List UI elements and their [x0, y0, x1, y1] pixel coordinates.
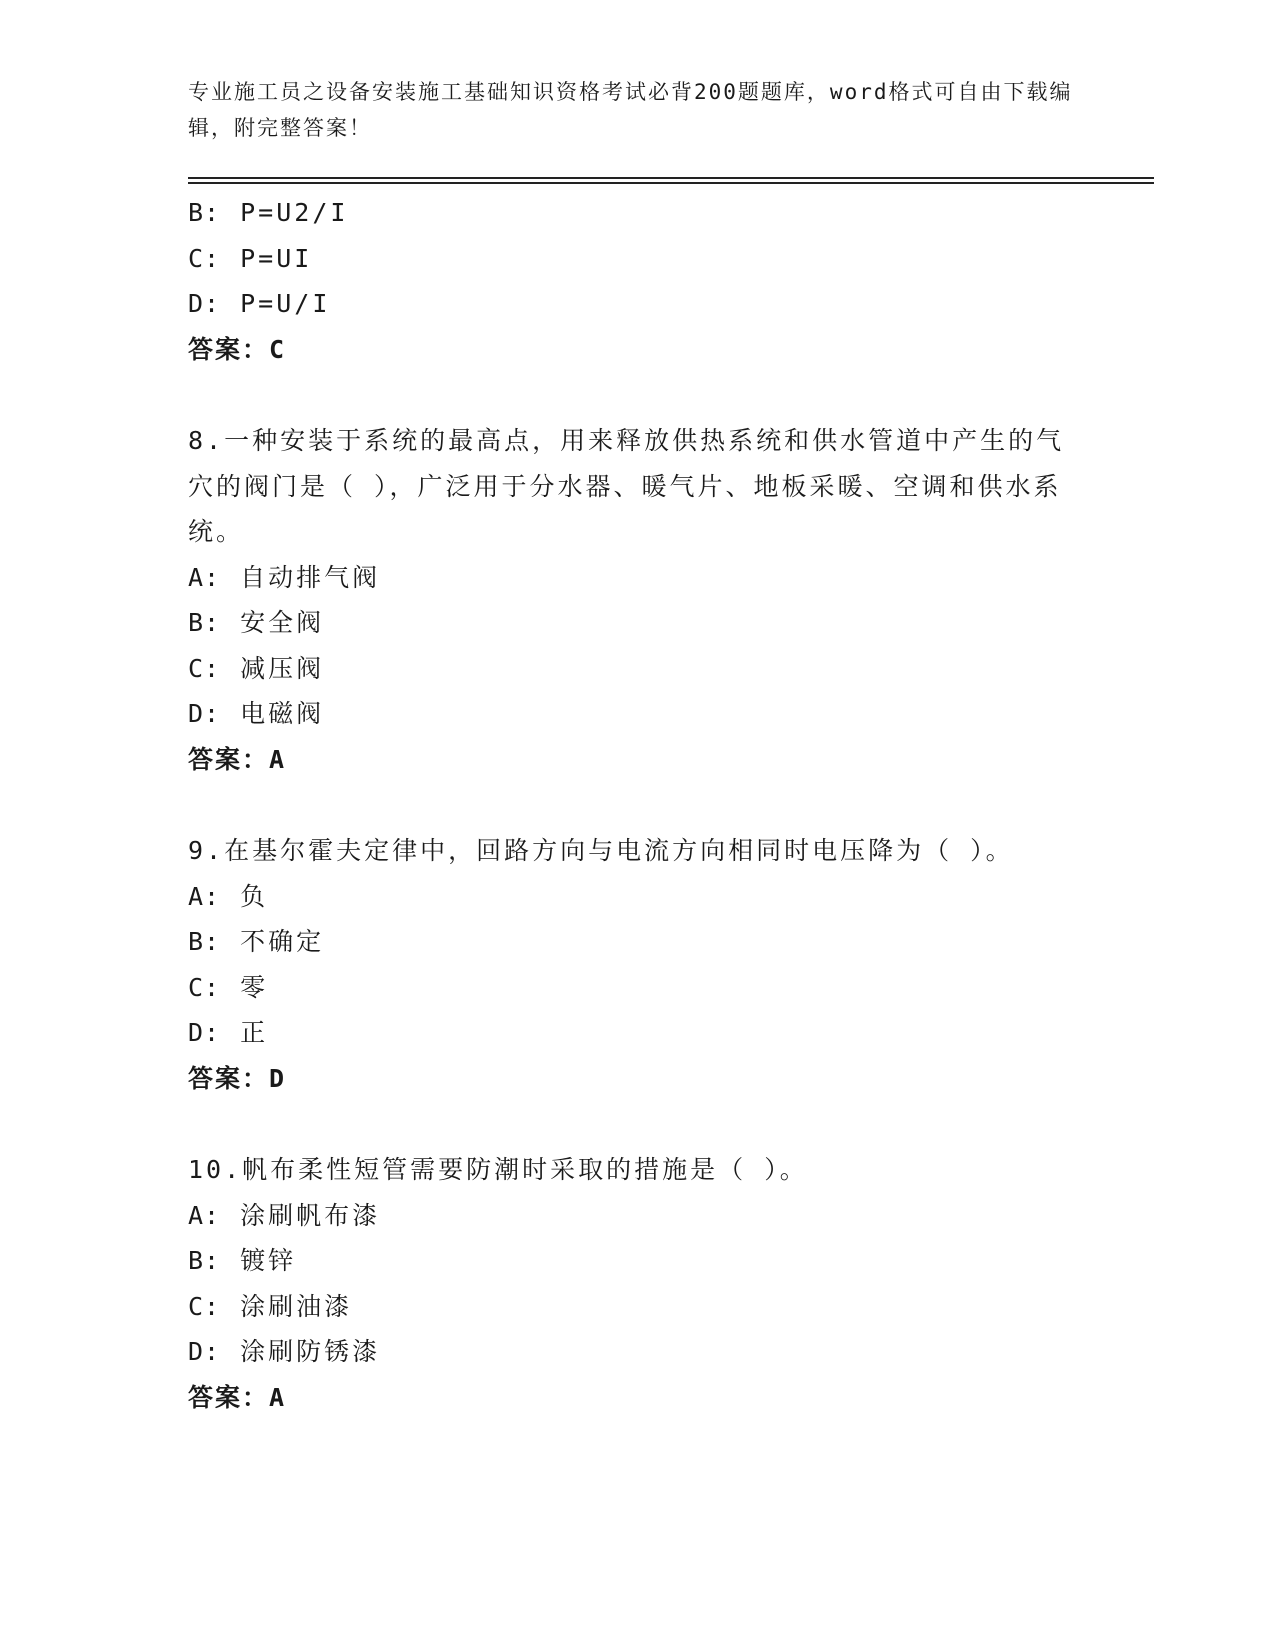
option-d: D: 涂刷防锈漆 — [188, 1337, 381, 1366]
answer-line: 答案：C — [188, 334, 287, 364]
option-b: B: 安全阀 — [188, 608, 325, 637]
question-text: 10.帆布柔性短管需要防潮时采取的措施是（ ）。 — [188, 1155, 808, 1184]
option-c: C: 涂刷油漆 — [188, 1291, 353, 1321]
question-10 — [188, 1147, 1088, 1420]
spacer — [188, 372, 1088, 418]
option-c: C: P=UI — [188, 243, 313, 273]
question-text: 9.在基尔霍夫定律中，回路方向与电流方向相同时电压降为（ ）。 — [188, 836, 1014, 865]
header-text: 专业施工员之设备安装施工基础知识资格考试必背200题题库，word格式可自由下载编辑，附完整答案！ — [188, 80, 1073, 140]
answer-line: 答案：A — [188, 1382, 287, 1412]
question-9 — [188, 828, 1088, 1101]
question-text: 8.一种安装于系统的最高点，用来释放供热系统和供水管道中产生的气穴的阀门是（ ），广泛用于分水器、暖气片、地板采暖、空调和供水系统。 — [188, 426, 1065, 546]
spacer — [188, 1101, 1088, 1147]
option-b: B: 镀锌 — [188, 1246, 297, 1275]
answer-line: 答案：A — [188, 744, 287, 774]
spacer — [188, 782, 1088, 828]
header-divider-top — [188, 177, 1154, 179]
option-a: A: 负 — [188, 881, 269, 911]
question-list — [188, 190, 1088, 1420]
option-b: B: 不确定 — [188, 927, 325, 956]
option-a: A: 自动排气阀 — [188, 562, 381, 592]
option-d: D: 正 — [188, 1018, 269, 1047]
option-d: D: 电磁阀 — [188, 699, 325, 728]
header-divider-bottom — [188, 182, 1154, 184]
answer-line: 答案：D — [188, 1063, 287, 1093]
question-7-tail — [188, 190, 1088, 372]
document-header — [188, 74, 1088, 146]
option-c: C: 零 — [188, 972, 269, 1002]
option-d: D: P=U/I — [188, 289, 331, 318]
option-a: A: 涂刷帆布漆 — [188, 1200, 381, 1230]
question-8 — [188, 418, 1088, 782]
option-b: B: P=U2/I — [188, 198, 349, 227]
option-c: C: 减压阀 — [188, 653, 325, 683]
